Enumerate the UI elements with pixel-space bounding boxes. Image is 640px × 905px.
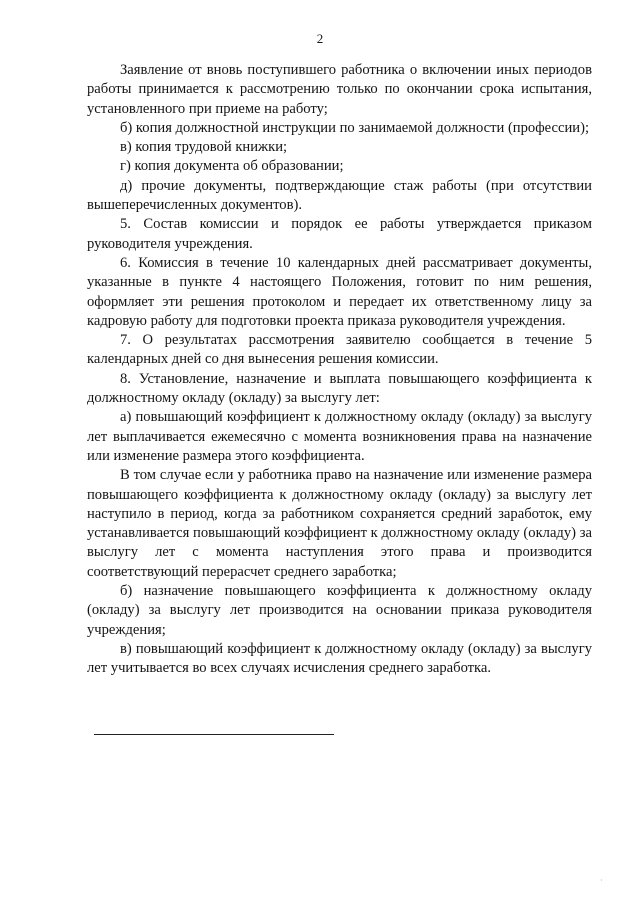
paragraph-item-b-job-description: б) копия должностной инструкции по занимаемой должности (профессии); [120,119,589,136]
document-body [87,61,592,679]
paragraph-item-d-other-documents: д) прочие документы, подтверждающие стаж работы (при отсутствии вышеперечисленных документов). [87,177,592,214]
paragraph-8a-recalculation: В том случае если у работника право на назначение или изменение размера повышающего коэффициента к должностному окладу (окладу) за выслугу лет наступило в период, когда за работником сохраняется средний заработок, ему устанавливается повышающий коэффициент к должностному окладу (окладу) за выслугу лет с момента наступления этого права и производится соответствующий перерасчет среднего заработка; [87,467,592,580]
footnote-separator [94,734,334,735]
paragraph-8-coefficient: 8. Установление, назначение и выплата повышающего коэффициента к должностному окладу (окладу) за выслугу лет: [87,370,592,407]
paragraph-8a-monthly: а) повышающий коэффициент к должностному окладу (окладу) за выслугу лет выплачивается ежемесячно с момента возникновения права на назначение или изменение размера этого коэффициента. [87,409,592,464]
paragraph-7-results: 7. О результатах рассмотрения заявителю сообщается в течение 5 календарных дней со дня вынесения решения комиссии. [87,332,592,368]
paragraph-8b-order: б) назначение повышающего коэффициента к должностному окладу (окладу) за выслугу лет производится на основании приказа руководителя учреждения; [87,583,592,638]
paragraph-8v-average-earnings: в) повышающий коэффициент к должностному окладу (окладу) за выслугу лет учитывается во всех случаях исчисления среднего заработка. [87,640,592,677]
paragraph-5-commission: 5. Состав комиссии и порядок ее работы утверждается приказом руководителя учреждения. [87,216,592,252]
paragraph-item-g-education: г) копия документа об образовании; [120,158,344,175]
scan-mark: · [600,876,603,885]
page-number: 2 [316,31,324,46]
paragraph-6-review: 6. Комиссия в течение 10 календарных дней рассматривает документы, указанные в пункте 4 настоящего Положения, готовит по ним решения, оформляет эти решения протоколом и передает их ответственному лицу за кадровую работу для подготовки проекта приказа руководителя учреждения. [87,254,592,329]
paragraph-application-note: Заявление от вновь поступившего работника о включении иных периодов работы принимается к рассмотрению только по окончании срока испытания, установленного при приеме на работу; [87,62,592,117]
paragraph-item-v-work-book: в) копия трудовой книжки; [120,139,288,156]
